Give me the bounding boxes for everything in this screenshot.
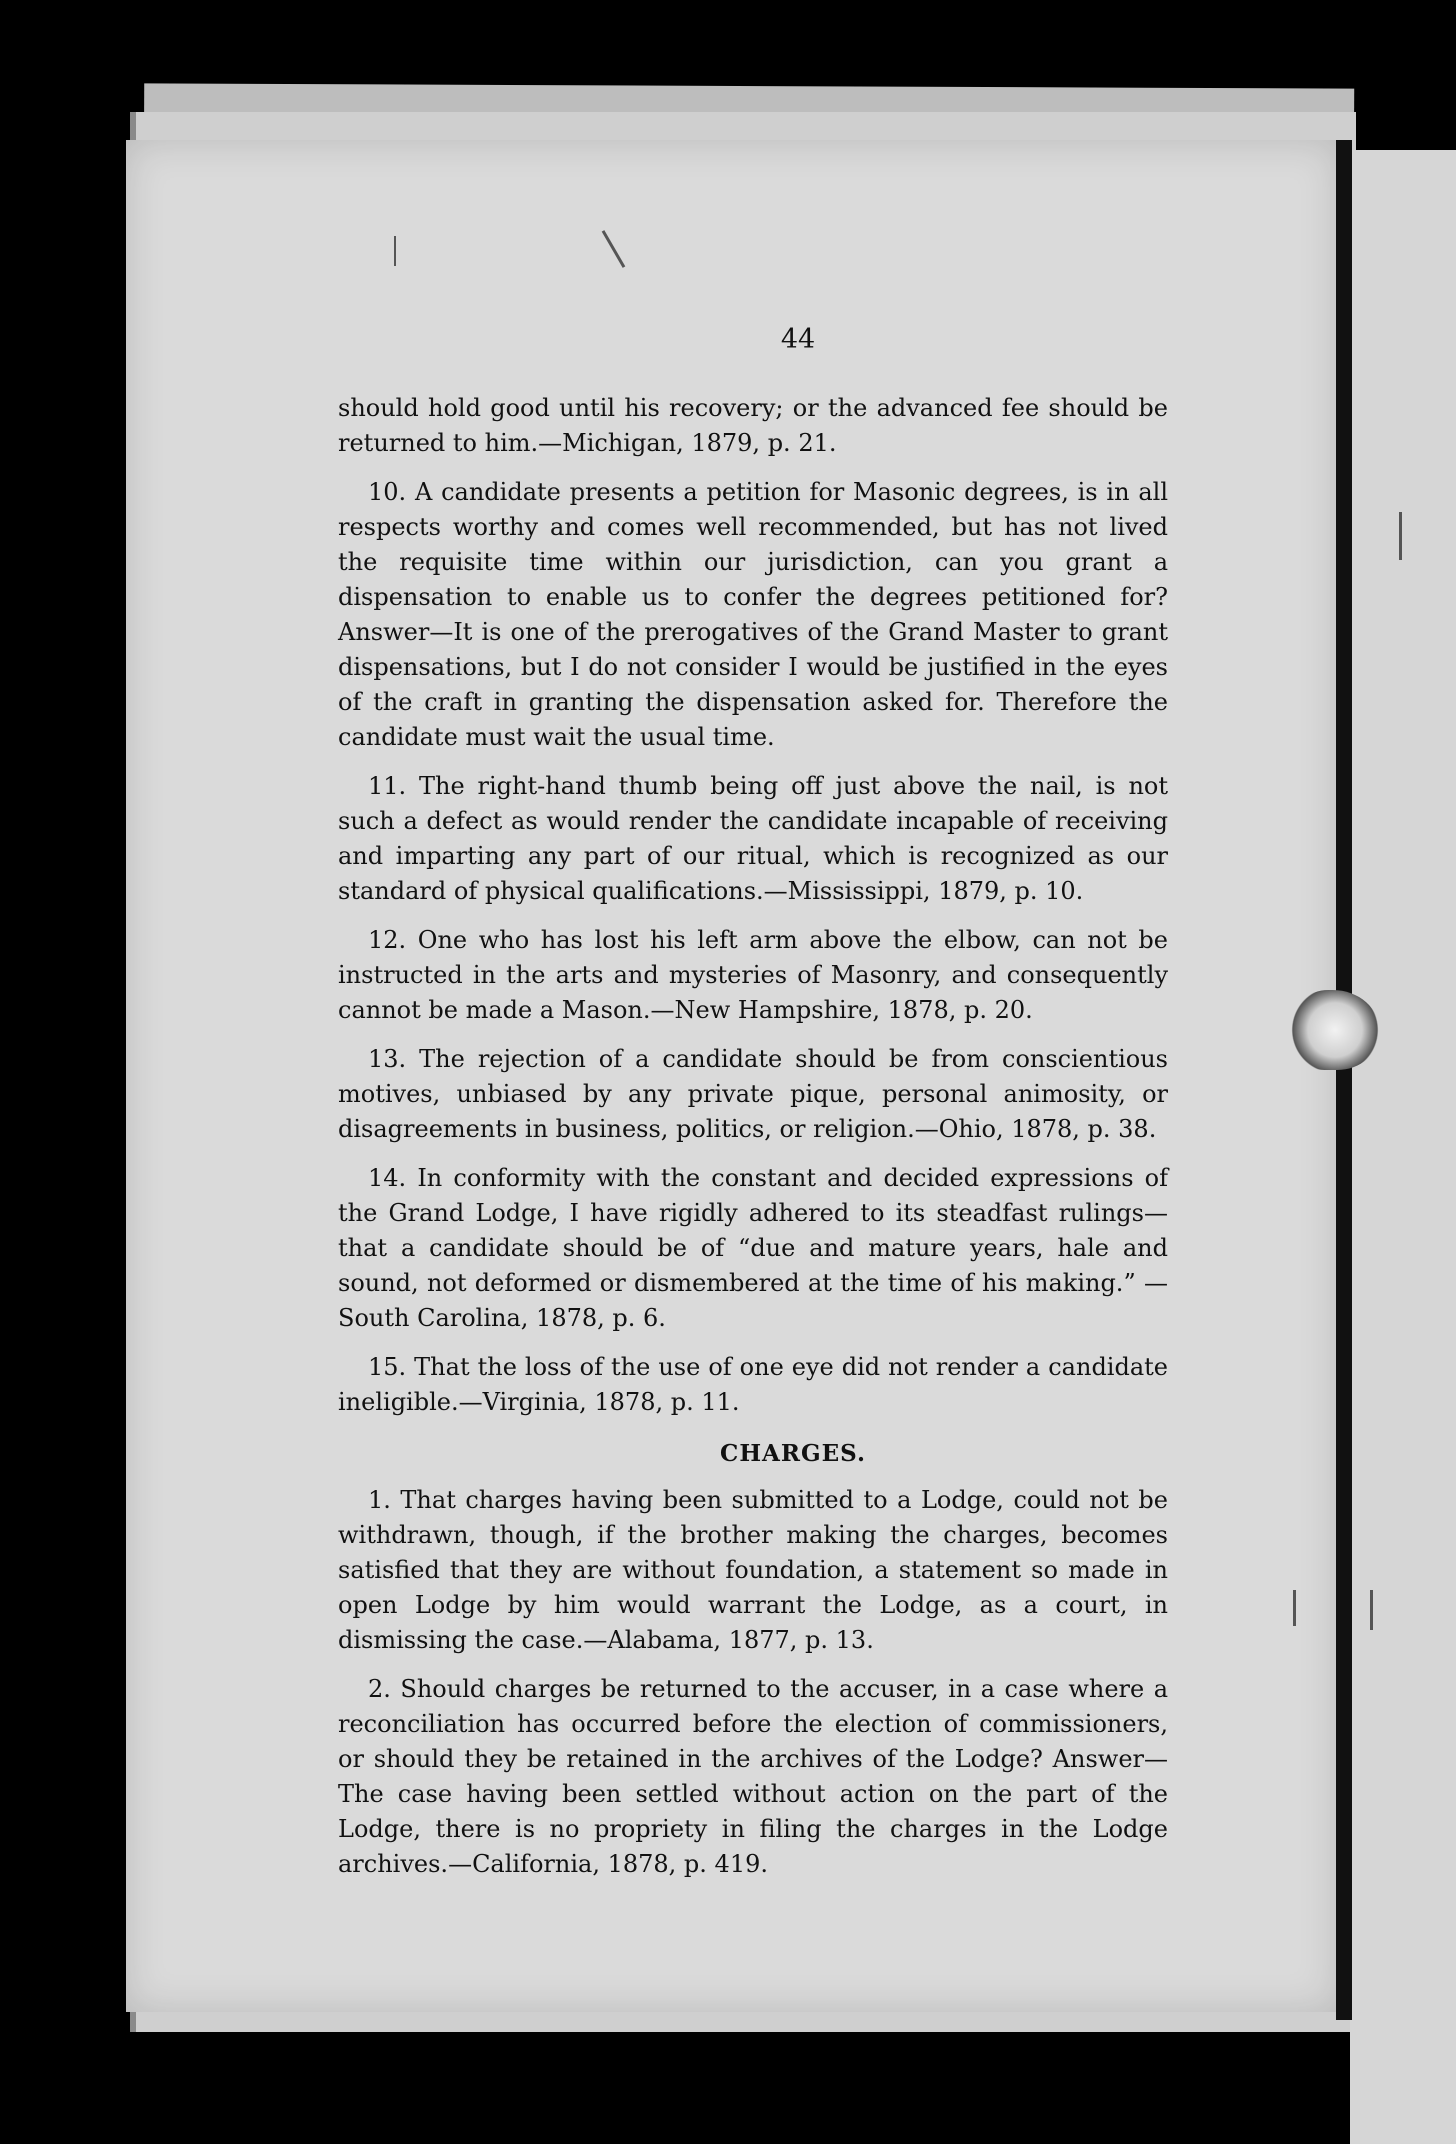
- page-binding: [1336, 140, 1352, 2020]
- paragraph: 13. The rejection of a candidate should be from conscientious motives, unbiased by any private pique, personal animosity, or disagreements in business, politics, or religion.—Ohio, 1878, p. 38.: [338, 1045, 1168, 1143]
- paper-tear: [1290, 990, 1380, 1070]
- paragraph: 15. That the loss of the use of one eye did not render a candidate ineligible.—Virginia, 1878, p. 11.: [338, 1353, 1168, 1416]
- paragraph: should hold good until his recovery; or the advanced fee should be returned to him.—Michigan, 1879, p. 21.: [338, 394, 1168, 457]
- section-heading: CHARGES.: [720, 1440, 866, 1467]
- paragraph: 1. That charges having been submitted to a Lodge, could not be withdrawn, though, if the brother making the charges, becomes satisfied that they are without foundation, a statement so made in open Lodge by him would warrant the Lodge, as a court, in dismissing the case.—Alabama, 1877, p. 13.: [338, 1486, 1168, 1654]
- page-text: [338, 322, 1168, 1896]
- paragraph: 10. A candidate presents a petition for Masonic degrees, is in all respects worthy and comes well recommended, but has not lived the requisite time within our jurisdiction, can you grant a dispensation to enable us to confer the degrees petitioned for? Answer—It is one of the prerogatives of the Grand Master to grant dispensations, but I do not consider I would be justified in the eyes of the craft in granting the dispensation asked for. Therefore the candidate must wait the usual time.: [338, 478, 1168, 751]
- scan-mark: [1293, 1590, 1296, 1626]
- paragraph: 2. Should charges be returned to the accuser, in a case where a reconciliation has occurred before the election of commissioners, or should they be retained in the archives of the Lodge? Answer—The case having been settled without action on the part of the Lodge, there is no propriety in filing the charges in the Lodge archives.—California, 1878, p. 419.: [338, 1675, 1168, 1878]
- paragraph: 14. In conformity with the constant and decided expressions of the Grand Lodge, I have rigidly adhered to its steadfast rulings—that a candidate should be of “due and mature years, hale and sound, not deformed or dismembered at the time of his making.” —South Carolina, 1878, p. 6.: [338, 1164, 1168, 1332]
- facing-page-edge: [1350, 150, 1456, 2144]
- paragraph: 12. One who has lost his left arm above the elbow, can not be instructed in the arts and mysteries of Masonry, and consequently cannot be made a Mason.—New Hampshire, 1878, p. 20.: [338, 926, 1168, 1024]
- paragraph: 11. The right-hand thumb being off just above the nail, is not such a defect as would render the candidate incapable of receiving and imparting any part of our ritual, which is recognized as our standard of physical qualifications.—Mississippi, 1879, p. 10.: [338, 772, 1168, 905]
- scan-mark: [394, 236, 396, 266]
- page-number: 44: [780, 324, 816, 355]
- scan-mark: [1370, 1590, 1373, 1630]
- scan-mark: [1399, 512, 1402, 560]
